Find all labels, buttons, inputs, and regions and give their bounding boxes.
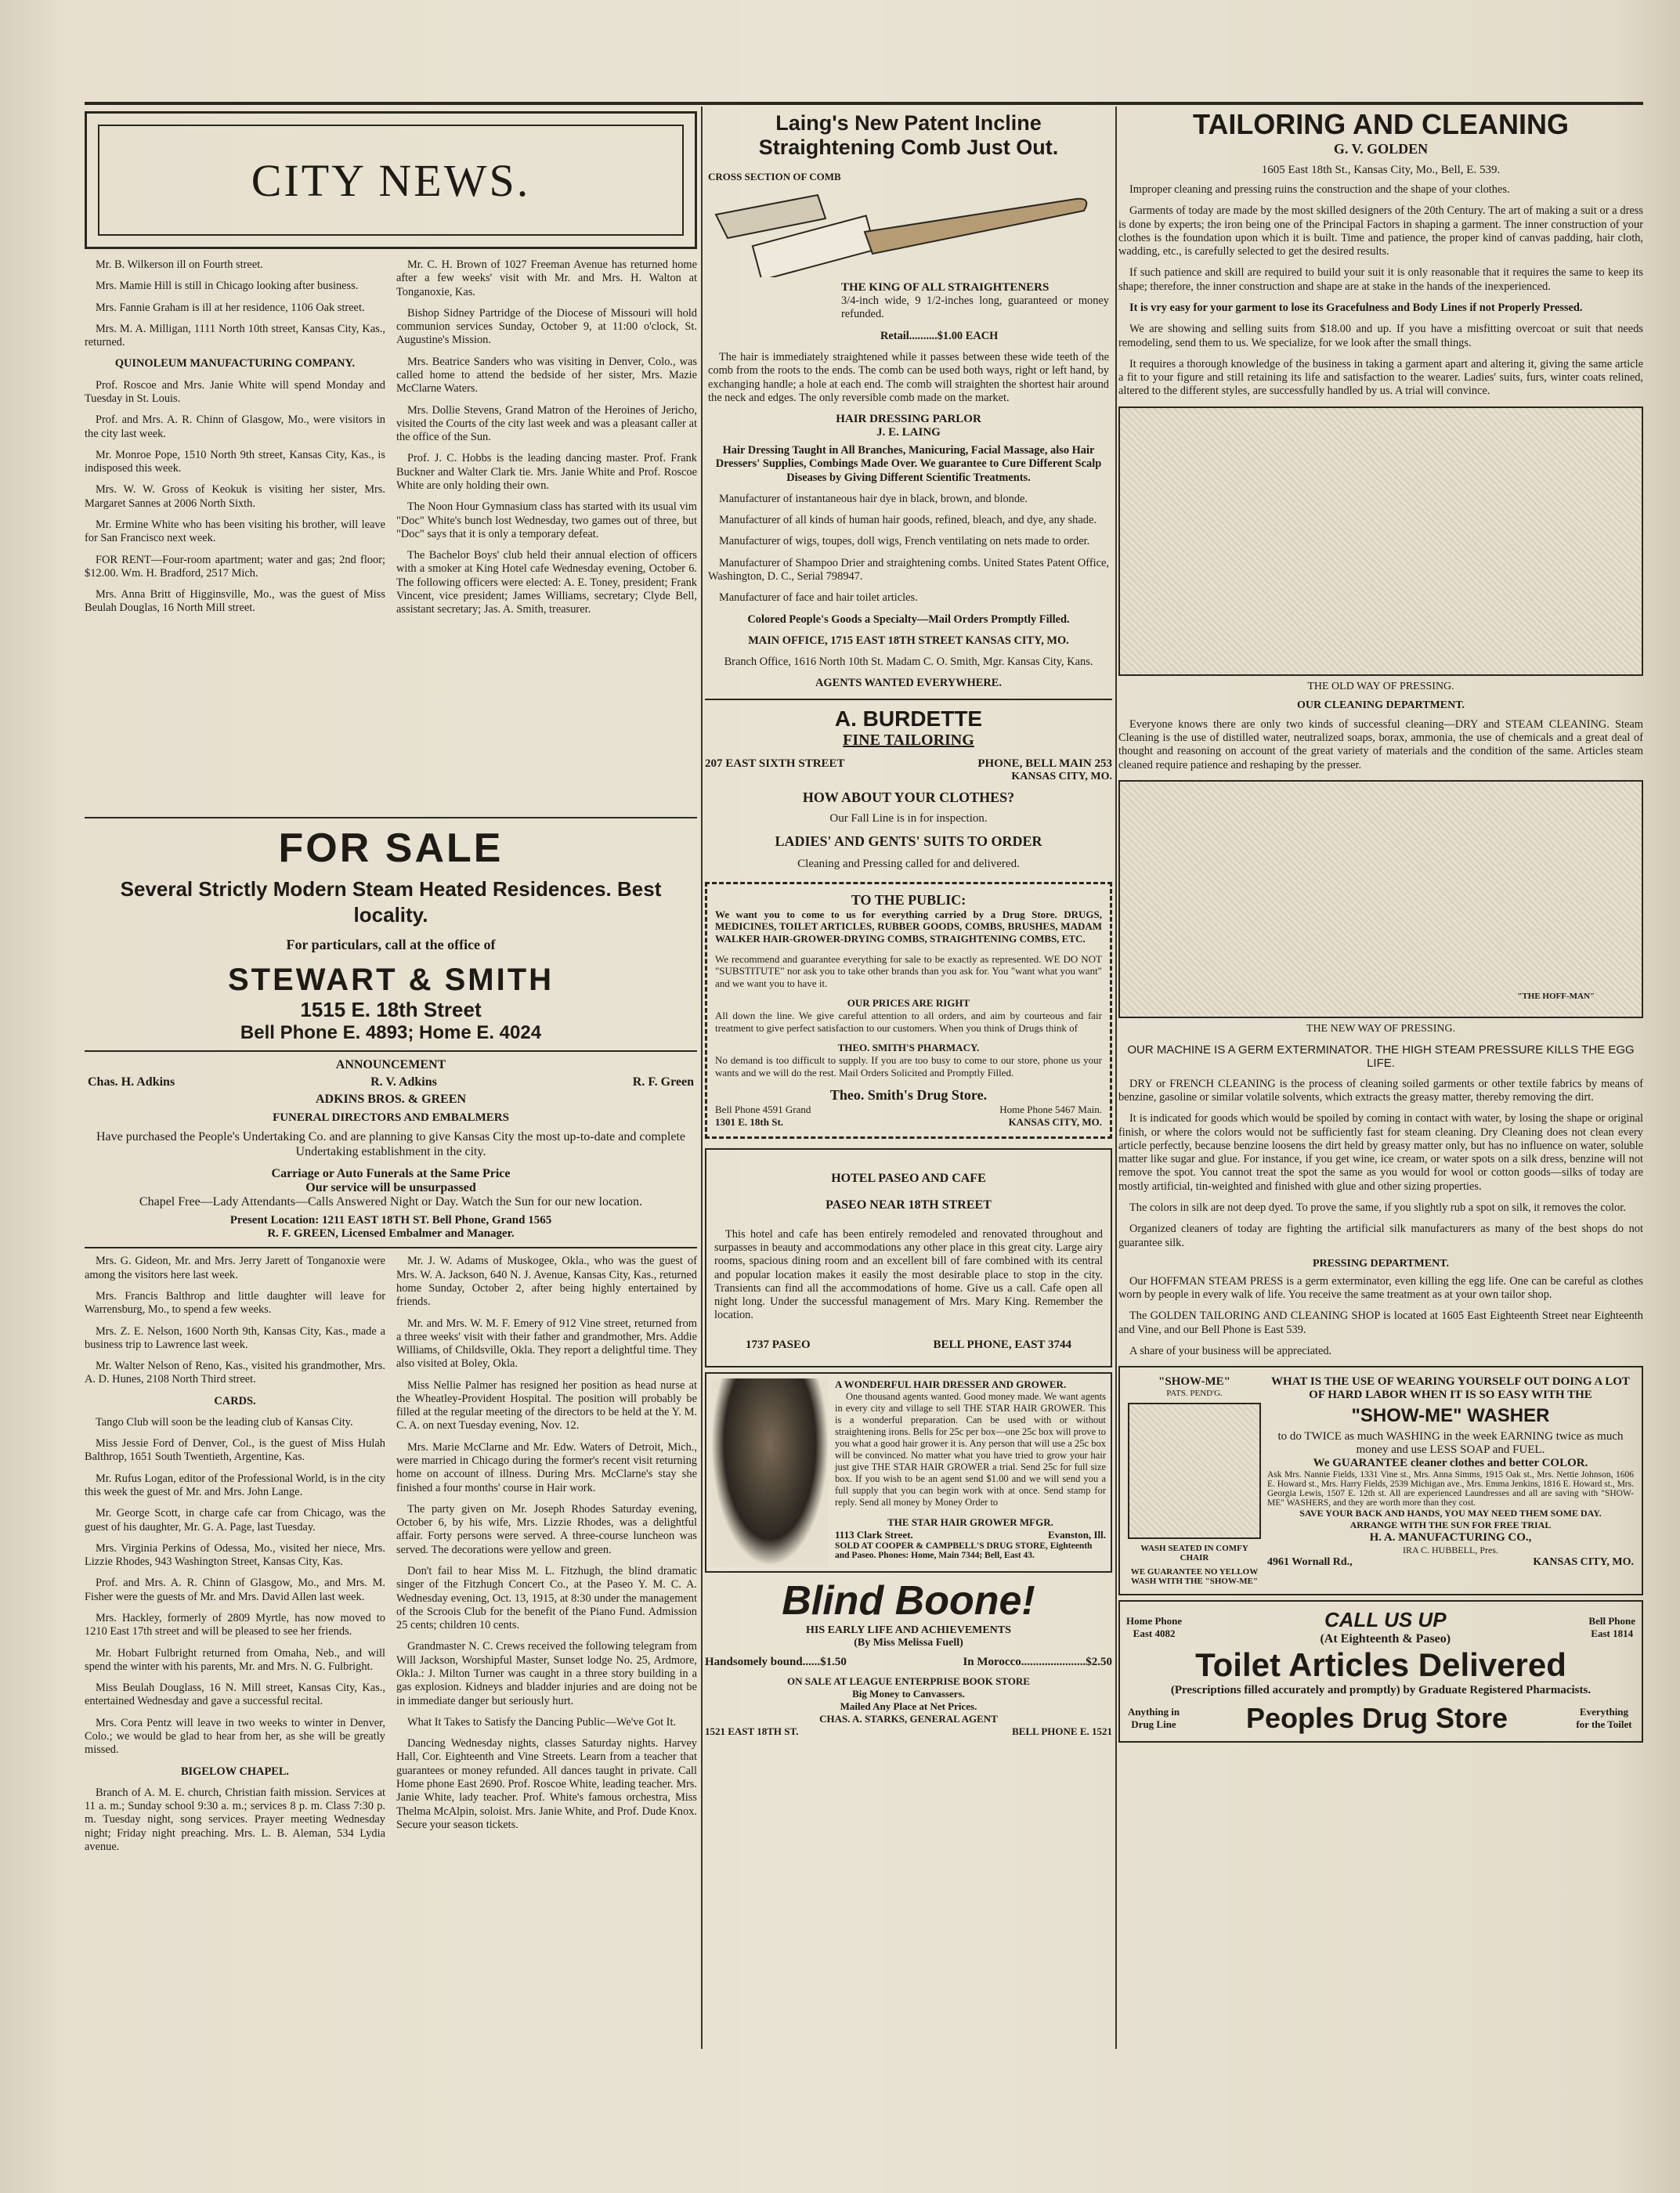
burdette-clean: Cleaning and Pressing called for and delivered. (797, 857, 1020, 870)
news-item: The party given on Mr. Joseph Rhodes Saturday evening, October 6, by his wife, Mrs. Lizzie Rhodes, was a delightful affair. Forty persons were served. A three-course luncheon was served. The decorations were yellow and green. (396, 1502, 697, 1556)
partner-name: R. F. Green (632, 1075, 694, 1089)
drug-every: Everything for the Toilet (1576, 1706, 1632, 1731)
news-item: Mrs. Dollie Stevens, Grand Matron of the Heroines of Jericho, visited the Courts of the city last week and was a pleasant caller at the office of the Sun. (396, 403, 697, 444)
tailoring-text: Garments of today are made by the most skilled designers of the 20th Century. The art of making a suit or a dress is done by experts; the iron being one of the Principal Factors in shaping a garment. The inner construction of your clothes is the foundation upon which it is built. Time and patience, the proper kind of canvas padding, hair cloth, wadding, etc., is carefully selected to get the desired results. (1118, 204, 1643, 258)
boone-money: Big Money to Canvassers. (852, 1687, 965, 1700)
news-item: Dancing Wednesday nights, classes Saturday nights. Harvey Hall, Cor. Eighteenth and Vine Streets. Learn from a teacher that guarantees or money refunded. All dances taught in private. Call Home phone East 2690. Prof. Roscoe White, leading teacher. Mrs. Janie White, lady teacher. Prof. White's famous orchestra, Miss Thelma McAlpin, soloist. Mrs. Janie White, and Prof. Dude Knox. Secure your season tickets. (396, 1737, 697, 1831)
column-rule (701, 107, 703, 2049)
hotel-ad (705, 1148, 1112, 1367)
masthead-title: CITY NEWS. (251, 154, 531, 206)
new-pressing-illustration (1118, 780, 1643, 1018)
washer-president: IRA C. HUBBELL, Pres. (1402, 1544, 1498, 1556)
washer-headline: WHAT IS THE USE OF WEARING YOURSELF OUT DOING A LOT OF HARD LABOR WHEN IT IS SO EASY WITH THE (1271, 1375, 1630, 1402)
announce-location: Present Location: 1211 EAST 18TH ST. Bell Phone, Grand 1565 (229, 1214, 552, 1227)
washer-company: H. A. MANUFACTURING CO., (1369, 1531, 1532, 1544)
old-pressing-caption: THE OLD WAY OF PRESSING. (1307, 680, 1454, 692)
washer-text: to do TWICE as much WASHING in the week EARNING twice as much money and use LESS SOAP and FUEL. (1277, 1430, 1624, 1457)
hotel-title: HOTEL PASEO AND CAFE (831, 1171, 986, 1185)
tailoring-address: 1605 East 18th St., Kansas City, Mo., Bell, E. 539. (1261, 164, 1501, 176)
boone-agent: CHAS. A. STARKS, GENERAL AGENT (819, 1712, 998, 1725)
news-item: Prof. and Mrs. A. R. Chinn of Glasgow, Mo., and Mrs. M. Fisher were the guests of Mr. and Mrs. David Allen last week. (85, 1577, 385, 1603)
news-item: Mr. Monroe Pope, 1510 North 9th street, Kansas City, Kas., is indisposed this week. (85, 448, 385, 475)
news-right-lower (396, 1255, 697, 2061)
announce-firm: ADKINS BROS. & GREEN (315, 1093, 467, 1106)
tailoring-text: The GOLDEN TAILORING AND CLEANING SHOP is located at 1605 East Eighteenth Street near Eighteenth and Vine, and our Bell Phone is East 539. (1118, 1310, 1643, 1336)
news-item: Mr. Hobart Fulbright returned from Omaha, Neb., and will spend the winter with his parents, Mr. and Mrs. N. G. Fulbright. (85, 1646, 385, 1673)
burdette-sub: FINE TAILORING (843, 731, 974, 749)
announce-line: Our service will be unsurpassed (305, 1181, 476, 1195)
washer-caption: WASH SEATED IN COMFY CHAIR (1140, 1544, 1248, 1563)
burdette-ad (705, 706, 1112, 871)
news-block-top (85, 258, 697, 811)
laing-king: THE KING OF ALL STRAIGHTENERS (841, 281, 1050, 294)
comb-illustration (708, 183, 1100, 277)
boone-address: 1521 EAST 18TH ST. (705, 1725, 799, 1737)
laing-branch: Branch Office, 1616 North 10th St. Madam C. O. Smith, Mgr. Kansas City, Kans. (724, 656, 1093, 669)
washer-ad (1118, 1366, 1643, 1595)
news-item: BIGELOW CHAPEL. (180, 1765, 290, 1778)
news-item: Don't fail to hear Miss M. L. Fitzhugh, the blind dramatic singer of the Fitzhugh Concert Co., at the Paseo Y. M. C. A. Wednesday evening, Oct. 13, 1915, at 8:30 under the management of the Scroois Club for the benefit of the Piano Fund. Admission 25 cents; children 10 cents. (396, 1565, 697, 1632)
washer-illustration (1128, 1403, 1261, 1539)
drug-any: Anything in Drug Line (1127, 1706, 1180, 1731)
burdette-city: KANSAS CITY, MO. (1011, 770, 1112, 782)
grower-address: 1113 Clark Street. (835, 1528, 913, 1541)
column-rule (1115, 107, 1117, 2049)
grower-ad (705, 1372, 1112, 1573)
burdette-name: A. BURDETTE (834, 706, 983, 731)
partner-name: R. V. Adkins (370, 1075, 437, 1089)
news-item: Mrs. W. W. Gross of Keokuk is visiting her sister, Mrs. Margaret Sannes at 2006 North Sixth. (85, 483, 385, 510)
tailoring-text: A share of your business will be appreciated. (1129, 1345, 1332, 1357)
for-sale-line: Several Strictly Modern Steam Heated Residences. Best locality. (120, 877, 662, 927)
announce-body: Have purchased the People's Undertaking Co. and are planning to give Kansas City the most up-to-date and complete Undertaking establishment in the city. (96, 1130, 685, 1159)
old-pressing-illustration (1118, 406, 1643, 676)
news-item: Mr. J. W. Adams of Muskogee, Okla., who was the guest of Mrs. W. A. Jackson, 640 N. J. Avenue, Kansas City, Kas., returned home Sunday, October 2, after being highly entertained by friends. (396, 1255, 697, 1309)
public-text: We recommend and guarantee everything for sale to be exactly as represented. WE DO NOT "SUBSTITUTE" nor ask you to take other brands than you ask for. You "want what you want" and we want you to have it. (715, 952, 1102, 989)
public-text: All down the line. We give careful attention to all orders, and aim by courteous and fair treatment to give perfect satisfaction to our customers. When you think of Drugs think of (715, 1010, 1102, 1034)
tailoring-text: Everyone knows there are only two kinds of successful cleaning—DRY and STEAM CLEANING. Steam Cleaning is the use of distilled water, neutralized soaps, borax, ammonia, the use of chemicals and a great deal of thought and reasoning on account of the great variety of materials and the condition of the same. Articles steam cleaned require patience and reshaping by the presser. (1118, 717, 1643, 771)
public-home: Home Phone 5467 Main. (999, 1103, 1102, 1115)
cross-section-label: CROSS SECTION OF COMB (708, 171, 841, 183)
laing-size: 3/4-inch wide, 9 1/2-inches long, guaranteed or money refunded. (841, 294, 1109, 321)
city-news-masthead (85, 111, 697, 249)
announcement-ad (85, 1058, 697, 1241)
boone-sub: HIS EARLY LIFE AND ACHIEVEMENTS (806, 1624, 1011, 1636)
public-prices: OUR PRICES ARE RIGHT (847, 997, 970, 1010)
grower-title: A WONDERFUL HAIR DRESSER AND GROWER. (835, 1378, 1067, 1390)
news-item: Mr. and Mrs. W. M. F. Emery of 912 Vine street, returned from a three weeks' visit with their father and grandmother, Mrs. Addie Williams, of Childsville, Okla. They report a delightful time. They also visited at Boley, Okla. (396, 1317, 697, 1371)
news-item: Mrs. Z. E. Nelson, 1600 North 9th, Kansas City, Kas., made a business trip to Lawrence last week. (85, 1324, 385, 1351)
announce-role: FUNERAL DIRECTORS AND EMBALMERS (273, 1111, 509, 1124)
news-item: Mr. Walter Nelson of Reno, Kas., visited his grandmother, Mrs. A. D. Hunes, 2108 North Third street. (85, 1360, 385, 1386)
news-block-bottom (85, 1255, 697, 2061)
news-item: The Noon Hour Gymnasium class has started with its usual vim "Doc" White's bunch lost Wednesday, two games out of three, but "Doc" says that it is only a temporary defeat. (396, 500, 697, 540)
news-item: Tango Club will soon be the leading club of Kansas City. (96, 1415, 353, 1429)
news-item: Mrs. Anna Britt of Higginsville, Mo., was the guest of Miss Beulah Douglas, 16 North Mill street. (85, 588, 385, 615)
hotel-phone: BELL PHONE, EAST 3744 (933, 1338, 1071, 1351)
boone-ad (705, 1577, 1112, 1738)
news-item: Mr. C. H. Brown of 1027 Freeman Avenue has returned home after a few weeks' visit with Mr. and Mrs. H. Walton at Tonganoxie, Kas. (396, 258, 697, 298)
drug-location: (At Eighteenth & Paseo) (1320, 1632, 1451, 1646)
new-pressing-caption: THE NEW WAY OF PRESSING. (1306, 1022, 1456, 1035)
news-item: The Bachelor Boys' club held their annual election of officers with a smoker at King Hotel cafe Wednesday evening, October 6. The following officers were elected: A. E. Toney, president; Frank Vincent, vice president; James Williams, secretary; Clyde Bell, assistant secretary; Jas. A. Smith, treasurer. (396, 549, 697, 616)
public-city: KANSAS CITY, MO. (1008, 1115, 1102, 1128)
news-item: Miss Nellie Palmer has resigned her position as head nurse at the Wheatley-Provident Hospital. The position will probably be filled at the regular meeting of the directors to be held at the Y. M. C. A. on next Tuesday evening, Nov. 12. (396, 1378, 697, 1432)
pressing-dept: PRESSING DEPARTMENT. (1312, 1257, 1449, 1270)
cleaning-dept: OUR CLEANING DEPARTMENT. (1296, 699, 1465, 711)
grower-body: One thousand agents wanted. Good money made. We want agents in every city and village to sell THE STAR HAIR GROWER. This is a wonderful preparation. Can be used with or without straightening irons. Bells for 25c per box—one 25c box will prove to you what a good hair grower it is. Any person that will use a 25c box will be convinced. No matter what you have tried to grow your hair just give THE STAR HAIR GROWER a trial. Send 25c for full size box. If you wish to be an agent send $1.00 and we will send you a full supply that you can begin work with at once. Send stamp for reply. Send all money by Money Order to (835, 1390, 1106, 1508)
news-item: Miss Jessie Ford of Denver, Col., is the guest of Miss Hulah Balthrop, 1651 South Twentieth, Argentine, Kas. (85, 1437, 385, 1464)
news-item: Mr. B. Wilkerson ill on Fourth street. (96, 258, 263, 271)
public-pharmacy: THEO. SMITH'S PHARMACY. (837, 1042, 980, 1054)
washer-text: ARRANGE WITH THE SUN FOR FREE TRIAL (1349, 1519, 1552, 1531)
news-item: Mrs. Mamie Hill is still in Chicago looking after business. (96, 280, 359, 293)
germ-statement: OUR MACHINE IS A GERM EXTERMINATOR. THE HIGH STEAM PRESSURE KILLS THE EGG LIFE. (1127, 1042, 1635, 1070)
tailoring-text: DRY or FRENCH CLEANING is the process of cleaning soiled garments or other textile fabrics by means of benzine, gasoline or similar volatile solvents, which extracts the greasy matter, thereby removing the dirt. (1118, 1077, 1643, 1104)
news-item: Bishop Sidney Partridge of the Diocese of Missouri will hold communion services Sunday, October 9, at 11:00 o'clock, St. Augustine's Mission. (396, 306, 697, 347)
news-right (396, 258, 697, 811)
tailoring-text: Organized cleaners of today are fighting the artificial silk manufacturers as many of the best shops do not guarantee silk. (1118, 1223, 1643, 1249)
tailoring-text: It is vry easy for your garment to lose its Gracefulness and Body Lines if not Properly Pressed. (1129, 301, 1583, 314)
tailoring-text: Improper cleaning and pressing ruins the construction and the shape of your clothes. (1129, 183, 1510, 196)
washer-text: We GUARANTEE cleaner clothes and better COLOR. (1313, 1457, 1588, 1470)
boone-title: Blind Boone! (782, 1577, 1035, 1624)
washer-guarantee: WE GUARANTEE NO YELLOW WASH WITH THE "SHOW-ME" (1130, 1567, 1259, 1587)
news-item: Mr. Rufus Logan, editor of the Professional World, is in the city this week the guest of Mr. and Mrs. John Lange. (85, 1472, 385, 1499)
column-two-content (705, 107, 1112, 1738)
laing-agents: AGENTS WANTED EVERYWHERE. (815, 677, 1002, 690)
hotel-body: This hotel and cafe has been entirely remodeled and renovated throughout and surpasses in beauty and accommodations any other place in this great city. Large airy rooms, spacious dining room and an excellent bill of fare combined with its central and popular location makes it easily the most desirable place to stop in the city. Transients can find all the accommodations of home. Give us a call. Cafe open all night long. Under the successful management of Mrs. Mary King. Remember the location. (714, 1227, 1103, 1322)
column-one (85, 107, 697, 2061)
announce-title: ANNOUNCEMENT (335, 1058, 446, 1071)
tailoring-text: Our HOFFMAN STEAM PRESS is a germ exterminator, even killing the egg life. One can be careful as clothes worn by people in every walk of life. You receive the same treatment as at your own tailor shop. (1118, 1274, 1643, 1302)
laing-mail: Colored People's Goods a Specialty—Mail Orders Promptly Filled. (747, 612, 1070, 626)
tailoring-text: If such patience and skill are required to build your suit it is only reasonable that it requires the same to keep its shape; therefore, the inner construction and shape are at stake in the hands of the inexperienced. (1118, 266, 1643, 293)
pats-label: PATS. PEND'G. (1166, 1389, 1223, 1399)
showme-label: "SHOW-ME" (1158, 1375, 1230, 1389)
burdette-question: HOW ABOUT YOUR CLOTHES? (802, 789, 1015, 805)
peoples-drug-ad (1118, 1600, 1643, 1743)
top-rule (85, 102, 1643, 105)
public-text: We want you to come to us for everything carried by a Drug Store. DRUGS, MEDICINES, TOILET ARTICLES, RUBBER GOODS, COMBS, BRUSHES, MADAM WALKER HAIR-GROWER-DRYING COMBS, STRAIGHTENING COMBS, ETC. (715, 908, 1102, 945)
drug-bell: Bell Phone (1588, 1614, 1635, 1627)
laing-mfr: Manufacturer of wigs, toupes, doll wigs, French ventilating on nets made to order. (719, 535, 1090, 548)
drug-home-number: East 4082 (1133, 1627, 1176, 1639)
laing-mfr: Manufacturer of Shampoo Drier and straightening combs. United States Patent Office, Washington, D. C., Serial 798947. (708, 556, 1109, 583)
washer-address: 4961 Wornall Rd., (1267, 1556, 1353, 1569)
firm-name: STEWART & SMITH (227, 963, 555, 997)
drug-bell-number: East 1814 (1591, 1627, 1634, 1639)
news-item: Prof. J. C. Hobbs is the leading dancing master. Prof. Frank Buckner and Walter Clark tie. Mrs. Janie White and Prof. Roscoe White are only holding their own. (396, 452, 697, 492)
public-store: Theo. Smith's Drug Store. (829, 1086, 988, 1103)
public-text: No demand is too difficult to supply. If you are too busy to come to our store, phone us your wants and we will do the rest. Mail Orders Solicited and Promptly Filled. (715, 1054, 1102, 1079)
news-item: Mr. Ermine White who has been visiting his brother, will leave for San Francisco next week. (85, 518, 385, 545)
column-three (1118, 107, 1643, 1747)
grower-maker: THE STAR HAIR GROWER MFGR. (887, 1516, 1053, 1528)
tailoring-name: G. V. GOLDEN (1333, 141, 1429, 157)
announce-manager: R. F. GREEN, Licensed Embalmer and Manager. (267, 1227, 515, 1241)
laing-name: J. E. LAING (876, 426, 941, 439)
firm-phones: Bell Phone E. 4893; Home E. 4024 (240, 1022, 542, 1043)
drug-store-name: Peoples Drug Store (1245, 1702, 1508, 1735)
tailoring-title: TAILORING AND CLEANING (1193, 108, 1569, 140)
public-title: TO THE PUBLIC: (851, 891, 966, 908)
news-item: Prof. and Mrs. A. R. Chinn of Glasgow, Mo., were visitors in the city last week. (85, 414, 385, 440)
boone-price: In Morocco......................$2.50 (963, 1655, 1112, 1668)
burdette-address: 207 EAST SIXTH STREET (705, 757, 845, 770)
news-item: Mrs. M. A. Milligan, 1111 North 10th street, Kansas City, Kas., returned. (85, 322, 385, 349)
news-item: Mrs. Virginia Perkins of Odessa, Mo., visited her niece, Mrs. Lizzie Rhodes, 943 Washington Street, Kansas City, Kas. (85, 1541, 385, 1569)
news-item: Mrs. Francis Balthrop and little daughter will leave for Warrensburg, Mo., to spend a few weeks. (85, 1289, 385, 1317)
hotel-address: 1737 PASEO (746, 1338, 811, 1351)
toilet-articles: Toilet Articles Delivered (1195, 1646, 1566, 1684)
laing-office: MAIN OFFICE, 1715 EAST 18TH STREET KANSAS CITY, MO. (748, 634, 1069, 647)
news-item: Mrs. Hackley, formerly of 2809 Myrtle, has now moved to 1210 East 17th street and will be pleased to see her friends. (85, 1612, 385, 1638)
for-sale-call: For particulars, call at the office of (286, 937, 496, 952)
washer-testimonials: Ask Mrs. Nannie Fields, 1331 Vine st., Mrs. Anna Simms, 1915 Oak st., Mrs. Nettie Johnson, 1606 E. Howard st., Mrs. Harry Fields, 2539 Michigan ave., Mrs. Emma Jenkins, 1816 E. Howard st., Mrs. Georgia Lewis, 1507 E. 12th st. All are experienced Laundresses and all are saving with "SHOW-ME" WASHERS, and they are worth more than they cost. (1267, 1470, 1634, 1508)
washer-text: SAVE YOUR BACK AND HANDS, YOU MAY NEED THEM SOME DAY. (1299, 1508, 1602, 1519)
grower-sold: SOLD AT COOPER & CAMPBELL'S DRUG STORE, Eighteenth and Paseo. Phones: Home, Main 7344; Bell, East 43. (835, 1541, 1093, 1560)
laing-mfr: Manufacturer of face and hair toilet articles. (719, 591, 918, 605)
public-ad (705, 882, 1112, 1139)
laing-mfr: Manufacturer of instantaneous hair dye in black, brown, and blonde. (719, 492, 1028, 505)
drug-callus: CALL US UP (1324, 1608, 1447, 1632)
boone-phone: BELL PHONE E. 1521 (1012, 1725, 1112, 1737)
partner-name: Chas. H. Adkins (88, 1075, 175, 1089)
news-left-lower (85, 1255, 385, 2061)
news-item: Mrs. Marie McClarne and Mr. Edw. Waters of Detroit, Mich., were married in Chicago during the former's recent visit returning home on account of illness. During Mrs. McClarne's stay she finished a four months' course in Hair work. (396, 1440, 697, 1494)
for-sale-title: FOR SALE (278, 826, 504, 871)
boone-price: Handsomely bound......$1.50 (705, 1655, 847, 1668)
woman-portrait (711, 1378, 829, 1566)
public-address: 1301 E. 18th St. (715, 1115, 784, 1128)
drug-rx: (Prescriptions filled accurately and promptly) by Graduate Registered Pharmacists. (1170, 1684, 1591, 1697)
laing-title: Laing's New Patent Incline Straightening Comb Just Out. (758, 111, 1059, 160)
news-left (85, 258, 385, 811)
public-bell: Bell Phone 4591 Grand (715, 1103, 811, 1115)
news-item: Prof. Roscoe and Mrs. Janie White will spend Monday and Tuesday in St. Louis. (85, 378, 385, 405)
news-item: FOR RENT—Four-room apartment; water and gas; 2nd floor; $12.00. Wm. H. Bradford, 2517 Mich. (85, 553, 385, 580)
hoffman-label: "THE HOFF-MAN" (1517, 991, 1595, 1001)
news-item: QUINOLEUM MANUFACTURING COMPANY. (114, 357, 356, 370)
drug-home: Home Phone (1126, 1614, 1183, 1627)
news-item: Branch of A. M. E. church, Christian faith mission. Services at 11 a. m.; Sunday school 9:30 a. m.; services 8 p. m. Class 7:30 p. m. Tuesday night, song services. Prayer meeting Wednesday night; Friday night preaching. Mrs. L. B. Aleman, 534 Lydia avenue. (85, 1786, 385, 1853)
for-sale-ad (85, 825, 697, 1044)
washer-name: "SHOW-ME" WASHER (1351, 1405, 1550, 1427)
tailoring-text: We are showing and selling suits from $18.00 and up. If you have a misfitting overcoat or suit that needs remodeling, send them to us. We specialize, for we look after the small things. (1118, 323, 1643, 349)
grower-city: Evanston, Ill. (1047, 1528, 1106, 1541)
news-item: Mrs. G. Gideon, Mr. and Mrs. Jerry Jarett of Tonganoxie were among the visitors here last week. (85, 1255, 385, 1281)
news-item: Mrs. Cora Pentz will leave in two weeks to winter in Denver, Colo.; we would be glad to hear from her, as she will be greatly missed. (85, 1716, 385, 1757)
laing-parlor: HAIR DRESSING PARLOR (836, 413, 981, 426)
laing-retail: Retail..........$1.00 EACH (880, 329, 999, 342)
news-item: Mrs. Beatrice Sanders who was visiting in Denver, Colo., was called home to attend the bedside of her sister, Mrs. Mazie McClarne Waters. (396, 355, 697, 396)
tailoring-text: It requires a thorough knowledge of the business in taking a garment apart and altering it, giving the same article a fit to your figure and still retaining its life and satisfaction to the wearer. Ladies' suits, furs, winter coats relined, altered to the different styles, are successfully handled by us. A trial will convince. (1118, 357, 1643, 398)
hotel-sub: PASEO NEAR 18TH STREET (826, 1198, 992, 1212)
tailoring-text: The colors in silk are not deep dyed. To prove the same, if you slightly rub a spot on silk, it removes the color. (1129, 1201, 1626, 1215)
news-item: What It Takes to Satisfy the Dancing Public—We've Got It. (407, 1715, 677, 1729)
laing-taught: Hair Dressing Taught in All Branches, Manicuring, Facial Massage, also Hair Dressers' Supplies, Combings Made Over. We guarantee to Cure Different Scalp Diseases by Giving Different Scientific Treatments. (715, 444, 1102, 484)
firm-address: 1515 E. 18th Street (300, 998, 482, 1021)
burdette-fall: Our Fall Line is in for inspection. (829, 811, 988, 825)
news-item: Grandmaster N. C. Crews received the following telegram from Will Jackson, Worshipful Master, Sunset lodge No. 25, Ardmore, Okla.: J. Milton Turner was caught in a three story building in a gas explosion. Kidneys and bladder injuries and are doing not be in immediate danger but seriously hurt. (396, 1640, 697, 1707)
news-item: Miss Beulah Douglass, 16 N. Mill street, Kansas City, Kas., entertained Wednesday and gave a successful recital. (85, 1682, 385, 1708)
boone-sale: ON SALE AT LEAGUE ENTERPRISE BOOK STORE (787, 1675, 1030, 1687)
news-item: CARDS. (214, 1394, 256, 1407)
news-item: Mrs. Fannie Graham is ill at her residence, 1106 Oak street. (96, 301, 365, 314)
washer-city: KANSAS CITY, MO. (1533, 1556, 1634, 1569)
laing-ad (705, 111, 1112, 691)
laing-mfr: Manufacturer of all kinds of human hair goods, refined, bleach, and dye, any shade. (719, 514, 1097, 527)
burdette-suits: LADIES' AND GENTS' SUITS TO ORDER (775, 833, 1042, 849)
burdette-phone: PHONE, BELL MAIN 253 (977, 757, 1112, 770)
announce-line: Carriage or Auto Funerals at the Same Price (271, 1167, 511, 1181)
boone-author: (By Miss Melissa Fuell) (854, 1636, 963, 1649)
news-item: Mr. George Scott, in charge cafe car from Chicago, was the guest of his daughter, Mr. G. A. Page, last Tuesday. (85, 1507, 385, 1534)
tailoring-text: It is indicated for goods which would be spoiled by coming in contact with water, by losing the shape or original finish, or where the colors would not be sufficiently fast for steam cleaning. Dry Cleaning does not clean every article perfectly, because benzine loosens the dirt held by greasy matter only, but has no influence on water, soluble matter like sugar and glue. For instance, if you get wine, ice cream, or water spots on a silk dress, benzine will not remove the spot. You cannot treat the spot the same as you would for wool or cotton goods—silks of today are mostly artificial, tin-weighted and finished with glue and other sizing properties. (1118, 1112, 1643, 1193)
boone-mailed: Mailed Any Place at Net Prices. (840, 1700, 977, 1712)
announce-line: Chapel Free—Lady Attendants—Calls Answered Night or Day. Watch the Sun for our new location. (139, 1195, 643, 1209)
laing-body: The hair is immediately straightened while it passes between these wide teeth of the comb from the roots to the ends. The comb can be used both ways, right or left hand, by exchanging handle; a hole at each end. The comb will straighten the shortest hair around the neck and edges. The only reversible comb made on the market. (708, 350, 1109, 404)
